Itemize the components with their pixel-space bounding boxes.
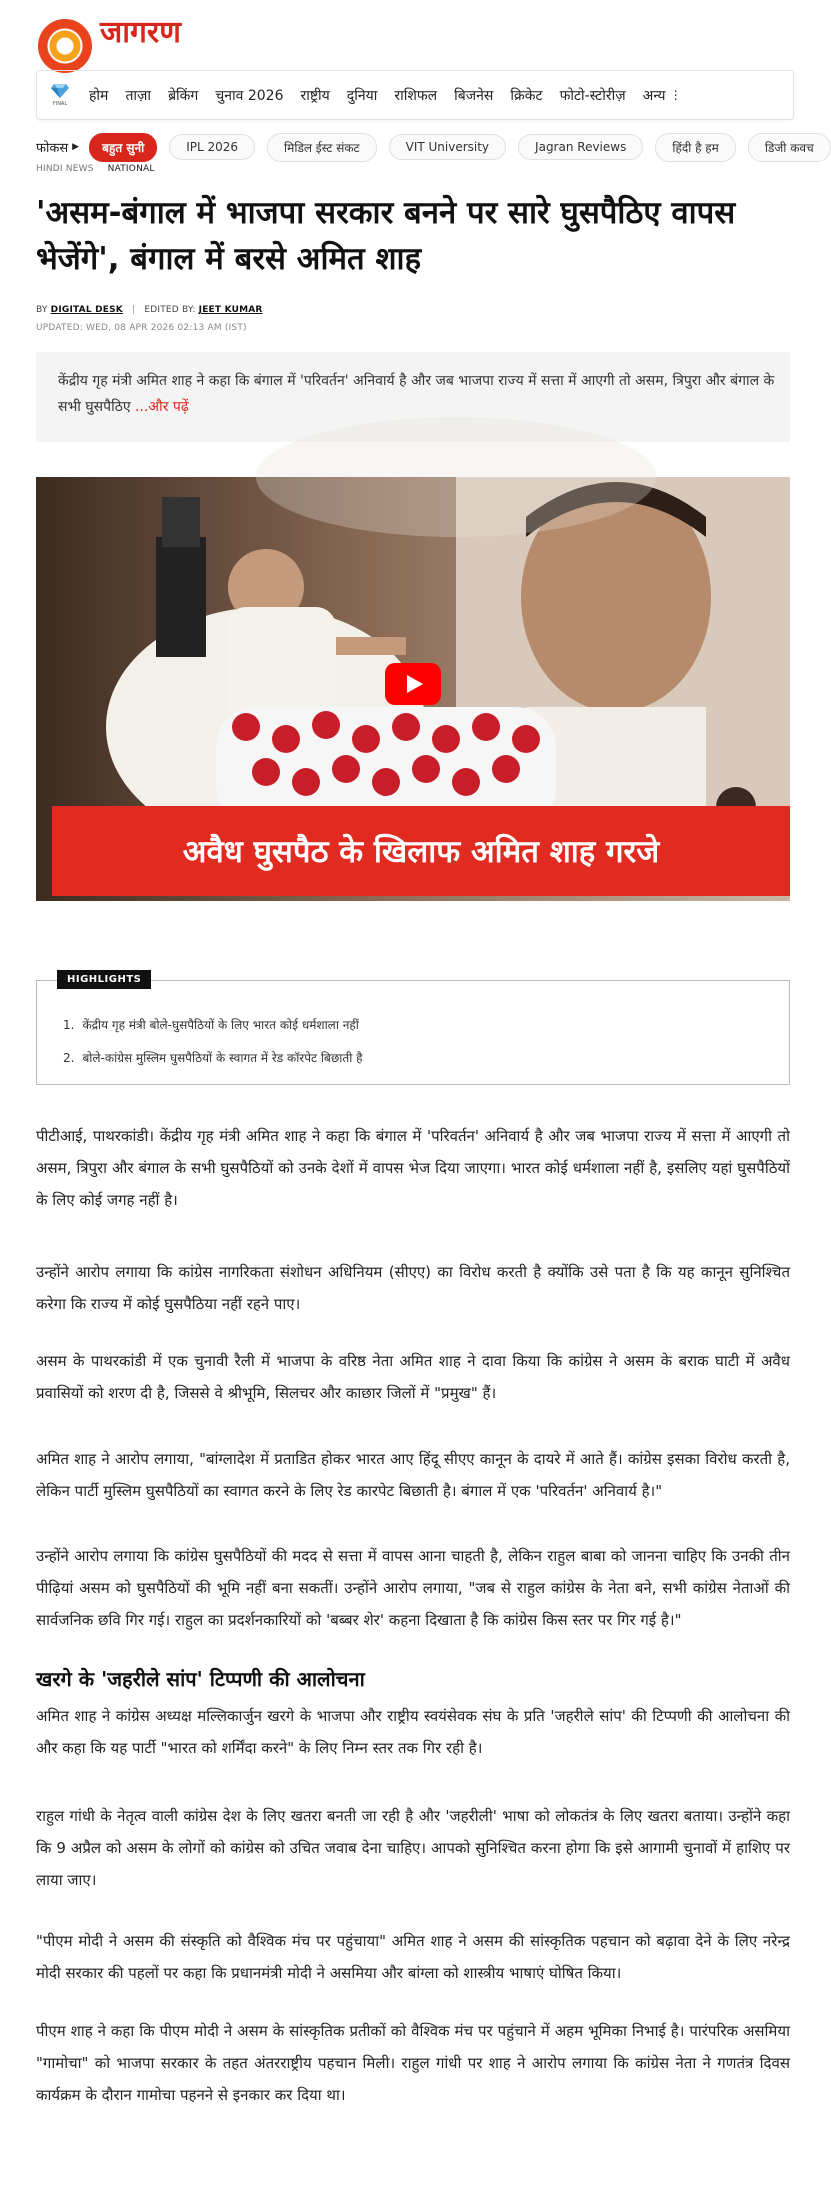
article-paragraph: पीएम शाह ने कहा कि पीएम मोदी ने असम के सांस्कृतिक प्रतीकों को वैश्विक मंच पर पहुंचाने में अहम भूमिका निभाई है। पारंपरिक असमिया "गामोचा" को भाजपा सरकार के तहत अंतरराष्ट्रीय पहचान मिली। राहुल गांधी पर शाह ने आरोप लगाया कि कांग्रेस नेता ने गणतंत्र दिवस कार्यक्रम के दौरान गामोचा पहनने से इनकार कर दिया था।	[36, 2022, 790, 2104]
focus-chip-ipl[interactable]: IPL 2026	[169, 134, 255, 160]
highlights-list	[63, 1009, 363, 1075]
nav-item-breaking[interactable]: ब्रेकिंग	[168, 87, 199, 104]
article-paragraph: राहुल गांधी के नेतृत्व वाली कांग्रेस देश के लिए खतरा बनती जा रही है और 'जहरीली' भाषा को लोकतंत्र के लिए खतरा बताया। उन्होंने कहा कि 9 अप्रैल को असम के लोगों को कांग्रेस को उचित जवाब देना चाहिए। आपको सुनिश्चित करना होगा कि इसे आगामी चुनावों में हाशिए पर लाया जाए।	[36, 1807, 790, 1889]
logo-text: जागरण	[100, 14, 181, 50]
byline: BY DIGITAL DESK | EDITED BY: JEET KUMAR	[36, 305, 263, 315]
nav-item-business[interactable]: बिजनेस	[454, 87, 494, 104]
focus-chip-trending[interactable]: बहुत सुनी	[89, 133, 157, 162]
highlights-box	[36, 974, 790, 1085]
play-button-icon[interactable]	[385, 663, 441, 705]
focus-chip-middle-east[interactable]: मिडिल ईस्ट संकट	[267, 133, 377, 162]
diamond-icon	[51, 83, 69, 99]
article-paragraph: उन्होंने आरोप लगाया कि कांग्रेस नागरिकता संशोधन अधिनियम (सीएए) का विरोध करती है क्योंकि उसे पता है कि यह कानून सुनिश्चित करेगा कि राज्य में कोई घुसपैठिया नहीं रहने पाए।	[36, 1263, 790, 1313]
highlights-label: HIGHLIGHTS	[57, 970, 151, 989]
video-banner: अवैध घुसपैठ के खिलाफ अमित शाह गरजे	[52, 806, 790, 896]
nav-item-world[interactable]: दुनिया	[346, 87, 378, 104]
editor-link[interactable]: JEET KUMAR	[198, 305, 263, 315]
focus-label-text: फोकस	[36, 141, 69, 156]
article-paragraph: अमित शाह ने आरोप लगाया, "बांग्लादेश में प्रताडित होकर भारत आए हिंदू सीएए कानून के दायरे में आते हैं। कांग्रेस इसका विरोध करती है, लेकिन पार्टी मुस्लिम घुसपैठियों का स्वागत करने के लिए रेड कारपेट बिछाती है। बंगाल में एक 'परिवर्तन' अनिवार्य है।"	[36, 1450, 790, 1500]
breadcrumb	[36, 164, 155, 174]
article-paragraph: असम के पाथरकांडी में एक चुनावी रैली में भाजपा के वरिष्ठ नेता अमित शाह ने दावा किया कि कांग्रेस ने असम के बराक घाटी में अवैध प्रवासियों को शरण दी है, जिससे वे श्रीभूमि, सिलचर और काछार जिलों में "प्रमुख" हैं।	[36, 1352, 790, 1402]
read-more-link[interactable]: ...और पढ़ें	[135, 399, 189, 415]
nav-item-home[interactable]: होम	[89, 87, 109, 104]
nav-item-cricket[interactable]: क्रिकेट	[510, 87, 543, 104]
highlight-text: बोले-कांग्रेस मुस्लिम घुसपैठियों के स्वागत में रेड कॉरपेट बिछाती है	[82, 1051, 363, 1065]
highlight-text: केंद्रीय गृह मंत्री बोले-घुसपैठियों के लिए भारत कोई धर्मशाला नहीं	[82, 1018, 359, 1032]
byline-prefix: BY	[36, 305, 48, 315]
summary-text: केंद्रीय गृह मंत्री अमित शाह ने कहा कि बंगाल में 'परिवर्तन' अनिवार्य है और जब भाजपा राज्य में सत्ता में आएगी तो असम, त्रिपुरा और बंगाल के सभी घुसपैठिए	[58, 373, 775, 415]
editor-prefix: EDITED BY:	[144, 305, 196, 315]
focus-chip-reviews[interactable]: Jagran Reviews	[518, 134, 643, 160]
focus-chip-hindi[interactable]: हिंदी है हम	[655, 133, 736, 162]
site-logo[interactable]	[36, 10, 181, 50]
nav-more-label: अन्य	[642, 87, 666, 104]
article-paragraph: अमित शाह ने कांग्रेस अध्यक्ष मल्लिकार्जुन खरगे के भाजपा और राष्ट्रीय स्वयंसेवक संघ के प्रति 'जहरीले सांप' की टिप्पणी की आलोचना की और कहा कि यह पार्टी "भारत को शर्मिंदा करने" के लिए निम्न स्तर तक गिर रही है।	[36, 1707, 790, 1757]
focus-bar	[36, 132, 814, 162]
nav-item-election[interactable]: चुनाव 2026	[215, 87, 284, 104]
more-vertical-icon: ⋮	[669, 88, 682, 102]
article-paragraph: उन्होंने आरोप लगाया कि कांग्रेस घुसपैठियों की मदद से सत्ता में वापस आना चाहती है, लेकिन राहुल बाबा को जानना चाहिए कि उनकी तीन पीढ़ियां असम को घुसपैठियों की भूमि नहीं बना सकतीं। उन्होंने आरोप लगाया, "जब से राहुल कांग्रेस के नेता बने, सभी कांग्रेस नेताओं की सार्वजनिक छवि गिर गई। राहुल का प्रदर्शनकारियों को 'बब्बर शेर' कहना दिखाता है कि कांग्रेस किस स्तर पर गिर गई है।"	[36, 1547, 790, 1629]
focus-label	[36, 138, 79, 156]
section-subheading: खरगे के 'जहरीले सांप' टिप्पणी की आलोचना	[36, 1667, 365, 1691]
breadcrumb-hindi-news[interactable]: HINDI NEWS	[36, 164, 94, 174]
breadcrumb-national[interactable]: NATIONAL	[107, 164, 155, 174]
focus-chip-digi-kavach[interactable]: डिजी कवच	[748, 133, 831, 162]
author-link[interactable]: DIGITAL DESK	[50, 305, 123, 315]
main-nav	[36, 70, 794, 120]
sun-logo-icon	[36, 15, 94, 45]
nav-brand-badge[interactable]	[43, 75, 77, 115]
nav-item-horoscope[interactable]: राशिफल	[394, 87, 438, 104]
nav-brand-caption: FINAL	[52, 101, 68, 107]
updated-timestamp: UPDATED: WED, 08 APR 2026 02:13 AM (IST)	[36, 323, 247, 333]
article-paragraph: पीटीआई, पाथरकांडी। केंद्रीय गृह मंत्री अमित शाह ने कहा कि बंगाल में 'परिवर्तन' अनिवार्य है और जब भाजपा राज्य में सत्ता में आएगी तो असम, त्रिपुरा और बंगाल के सभी घुसपैठियों को उनके देशों में वापस भेज दिया जाएगा। भारत कोई धर्मशाला नहीं है, इसलिए यहां घुसपैठियों के लिए कोई जगह नहीं है।	[36, 1127, 790, 1209]
article-headline: 'असम-बंगाल में भाजपा सरकार बनने पर सारे घुसपैठिए वापस भेजेंगे', बंगाल में बरसे अमित शाह	[36, 195, 736, 277]
highlight-item: 1. केंद्रीय गृह मंत्री बोले-घुसपैठियों के लिए भारत कोई धर्मशाला नहीं	[63, 1018, 359, 1032]
nav-item-latest[interactable]: ताज़ा	[125, 87, 152, 104]
article-paragraph: "पीएम मोदी ने असम की संस्कृति को वैश्विक मंच पर पहुंचाया" अमित शाह ने असम की सांस्कृतिक पहचान को बढ़ावा देने के लिए नरेन्द्र मोदी सरकार की पहलों पर कहा कि प्रधानमंत्री मोदी ने असमिया और बांग्ला को शास्त्रीय भाषाएं घोषित किया।	[36, 1932, 790, 1982]
focus-chip-vit[interactable]: VIT University	[389, 134, 506, 160]
highlight-item: 2. बोले-कांग्रेस मुस्लिम घुसपैठियों के स्वागत में रेड कॉरपेट बिछाती है	[63, 1051, 363, 1065]
play-arrow-icon: ▶	[72, 142, 80, 152]
nav-item-photo-stories[interactable]: फोटो-स्टोरीज़	[559, 87, 626, 104]
nav-item-national[interactable]: राष्ट्रीय	[300, 87, 330, 104]
nav-more-menu[interactable]	[643, 86, 682, 105]
